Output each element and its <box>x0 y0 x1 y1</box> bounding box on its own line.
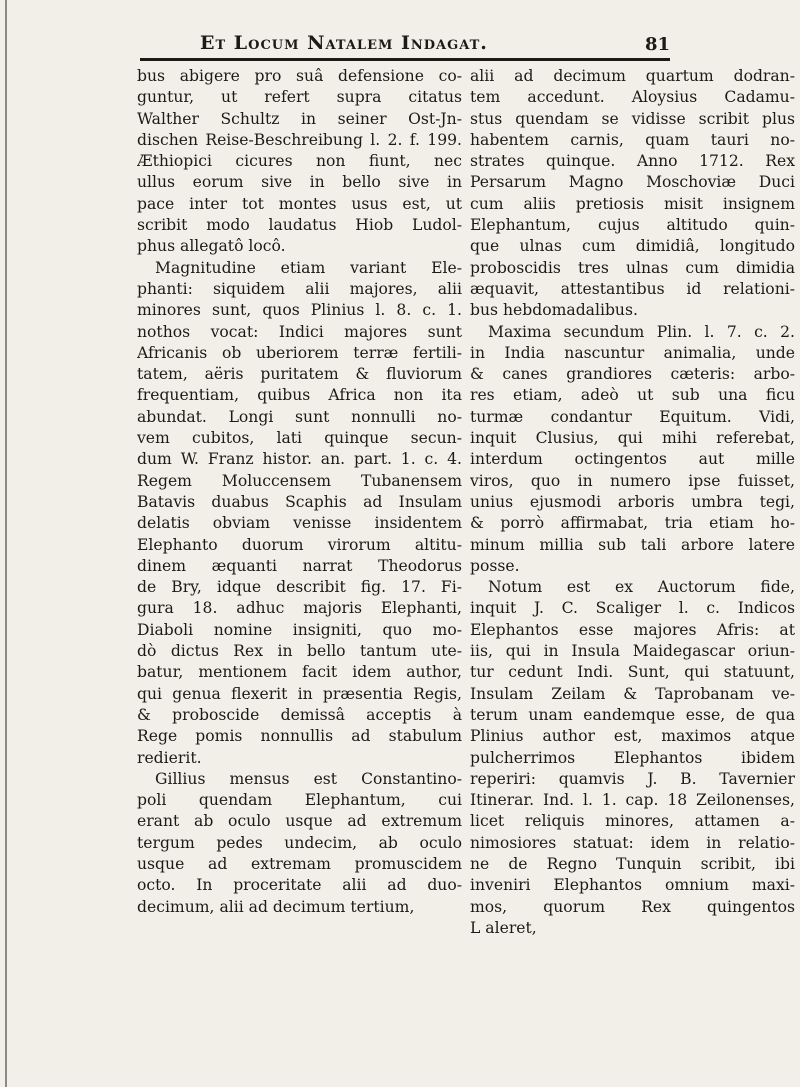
text-line: erant ab oculo usque ad extremum <box>137 812 462 831</box>
text-line: qui genua flexerit in præsentia Regis, <box>137 684 462 703</box>
page-number: 81 <box>644 34 670 55</box>
text-line: dum W. Franz histor. an. part. 1. c. 4. <box>137 450 462 469</box>
text-line: poli quendam Elephantum, cui <box>137 791 462 810</box>
text-line: phanti: siquidem alii majores, alii <box>137 279 462 298</box>
page-edge-rule <box>5 0 7 1087</box>
text-line: nothos vocat: Indici majores sunt <box>137 322 462 341</box>
text-line: que ulnas cum dimidiâ, longitudo <box>470 237 795 256</box>
text-line: Elephantum, cujus altitudo quin- <box>470 216 795 235</box>
text-line: Rege pomis nonnullis ad stabulum <box>137 727 462 746</box>
text-line: Plinius author est, maximos atque <box>470 727 795 746</box>
text-line: de Bry, idque describit fig. 17. Fi- <box>137 578 462 597</box>
text-line: Batavis duabus Scaphis ad Insulam <box>137 492 462 511</box>
text-line: L aleret, <box>470 918 537 937</box>
text-line: ne de Regno Tunquin scribit, ibi <box>470 854 795 873</box>
text-line: mos, quorum Rex quingentos <box>470 897 795 916</box>
text-line: dinem æquanti narrat Theodorus <box>137 556 462 575</box>
text-line: tem accedunt. Aloysius Cadamu- <box>470 88 795 107</box>
text-line: Regem Moluccensem Tubanensem <box>137 471 462 490</box>
text-line: Itinerar. Ind. l. 1. cap. 18 Zeilonenses, <box>470 791 795 810</box>
text-line: & canes grandiores cæteris: arbo- <box>470 365 795 384</box>
text-line: Maxima secundum Plin. l. 7. c. 2. <box>488 322 795 341</box>
text-line: usque ad extremam promuscidem <box>137 854 462 873</box>
text-line: guntur, ut refert supra citatus <box>137 88 462 107</box>
text-line: pace inter tot montes usus est, ut <box>137 194 462 213</box>
text-line: res etiam, adeò ut sub una ficu <box>470 386 795 405</box>
running-title: Et Locum Natalem Indagat. <box>200 32 488 54</box>
text-line: vem cubitos, lati quinque secun- <box>137 429 462 448</box>
text-line: frequentiam, quibus Africa non ita <box>137 386 462 405</box>
text-line: iis, qui in Insula Maidegascar oriun- <box>470 642 795 661</box>
text-line: alii ad decimum quartum dodran- <box>470 67 795 85</box>
right-column <box>470 66 795 939</box>
text-line: habentem carnis, quam tauri no- <box>470 130 795 149</box>
text-line: stus quendam se vidisse scribit plus <box>470 109 795 128</box>
text-line: Elephanto duorum virorum altitu- <box>137 535 462 554</box>
text-line: gura 18. adhuc majoris Elephanti, <box>137 599 462 618</box>
text-line: dischen Reise-Beschreibung l. 2. f. 199. <box>137 130 462 149</box>
text-line: posse. <box>470 556 520 575</box>
header-rule <box>140 58 670 61</box>
text-line: in India nascuntur animalia, unde <box>470 343 795 362</box>
text-line: & porrò affirmabat, tria etiam ho- <box>470 514 795 533</box>
text-line: tur cedunt Indi. Sunt, qui statuunt, <box>470 663 795 682</box>
text-line: cum aliis pretiosis misit insignem <box>470 194 795 213</box>
text-line: Æthiopici cicures non fiunt, nec <box>137 152 462 171</box>
text-line: interdum octingentos aut mille <box>470 450 795 469</box>
text-line: octo. In proceritate alii ad duo- <box>137 876 462 895</box>
text-line: Magnitudine etiam variant Ele- <box>155 258 462 277</box>
text-line: inquit J. C. Scaliger l. c. Indicos <box>470 599 795 618</box>
text-line: unius ejusmodi arboris umbra tegi, <box>470 492 795 511</box>
text-line: Notum est ex Auctorum fide, <box>488 578 795 597</box>
text-line: phus allegatô locô. <box>137 237 286 256</box>
text-line: nimosiores statuat: idem in relatio- <box>470 833 795 852</box>
text-line: inquit Clusius, qui mihi referebat, <box>470 429 795 448</box>
text-line: dò dictus Rex in bello tantum ute- <box>137 642 462 661</box>
text-line: strates quinque. Anno 1712. Rex <box>470 152 795 171</box>
text-line: reperiri: quamvis J. B. Tavernier <box>470 769 795 788</box>
text-line: batur, mentionem facit idem author, <box>137 663 462 682</box>
text-line: inveniri Elephantos omnium maxi- <box>470 876 795 895</box>
text-line: terum unam eandemque esse, de qua <box>470 705 795 724</box>
text-line: redierit. <box>137 748 202 767</box>
text-line: Africanis ob uberiorem terræ fertili- <box>137 343 462 362</box>
text-line: licet reliquis minores, attamen a- <box>470 812 795 831</box>
text-line: tatem, aëris puritatem & fluviorum <box>137 365 462 384</box>
text-line: æquavit, attestantibus id relationi- <box>470 279 795 298</box>
text-line: bus hebdomadalibus. <box>470 301 638 320</box>
text-line: minum millia sub tali arbore latere <box>470 535 795 554</box>
text-line: Walther Schultz in seiner Ost-Jn- <box>137 109 462 128</box>
text-line: minores sunt, quos Plinius l. 8. c. 1. <box>137 301 462 320</box>
text-line: Gillius mensus est Constantino- <box>155 769 462 788</box>
text-line: & proboscide demissâ acceptis à <box>137 705 462 724</box>
text-line: tergum pedes undecim, ab oculo <box>137 833 462 852</box>
running-header <box>130 30 670 58</box>
text-line: pulcherrimos Elephantos ibidem <box>470 748 795 767</box>
left-column <box>137 66 462 918</box>
text-line: turmæ condantur Equitum. Vidi, <box>470 407 795 426</box>
text-line: decimum, alii ad decimum tertium, <box>137 897 415 916</box>
text-line: proboscidis tres ulnas cum dimidia <box>470 258 795 277</box>
text-line: Elephantos esse majores Afris: at <box>470 620 795 639</box>
text-line: viros, quo in numero ipse fuisset, <box>470 471 795 490</box>
text-line: Insulam Zeilam & Taprobanam ve- <box>470 684 795 703</box>
text-line: bus abigere pro suâ defensione co- <box>137 67 462 85</box>
text-line: delatis obviam venisse insidentem <box>137 514 462 533</box>
text-line: ullus eorum sive in bello sive in <box>137 173 462 192</box>
text-line: abundat. Longi sunt nonnulli no- <box>137 407 462 426</box>
text-line: scribit modo laudatus Hiob Ludol- <box>137 216 462 235</box>
text-line: Persarum Magno Moschoviæ Duci <box>470 173 795 192</box>
text-line: Diaboli nomine insigniti, quo mo- <box>137 620 462 639</box>
